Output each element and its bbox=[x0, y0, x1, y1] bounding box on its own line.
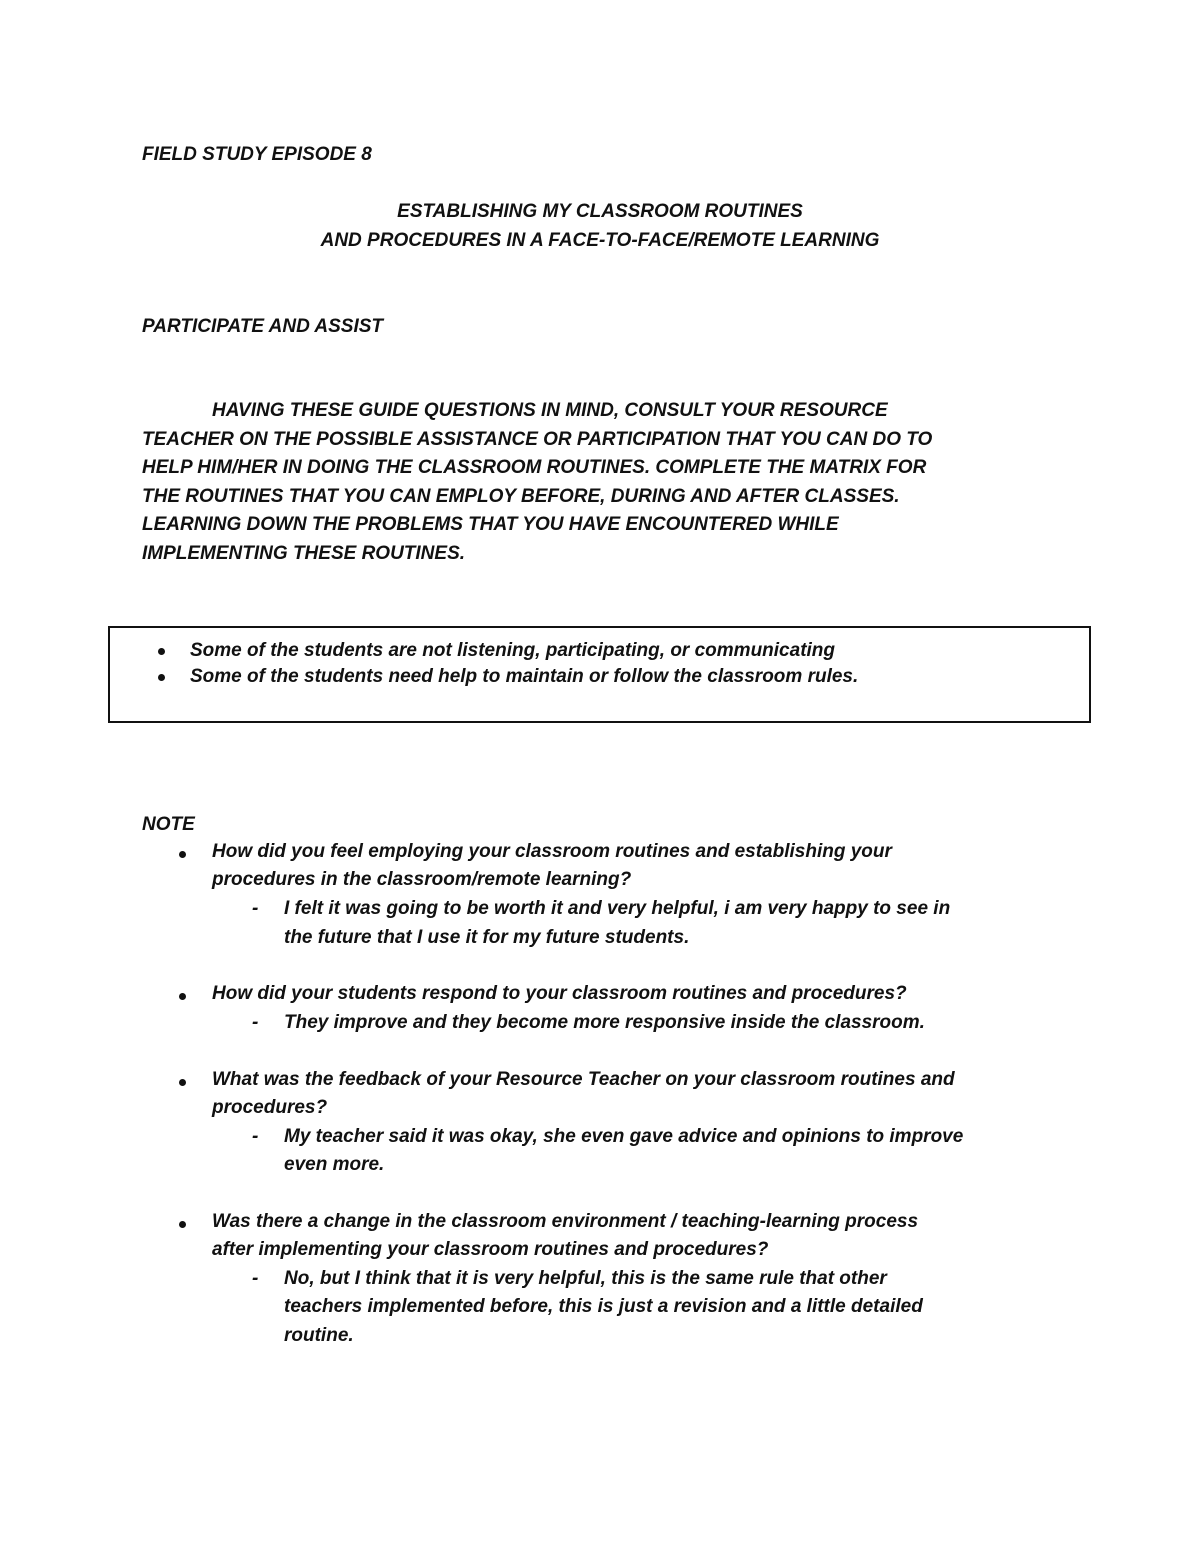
answer-line: the future that I use it for my future students. bbox=[284, 927, 690, 948]
question-line: after implementing your classroom routines and procedures? bbox=[212, 1239, 769, 1260]
answer-line: No, but I think that it is very helpful, this is the same rule that other bbox=[284, 1268, 887, 1289]
question-line: What was the feedback of your Resource Teacher on your classroom routines and bbox=[212, 1069, 955, 1090]
answer-dash: - bbox=[252, 1012, 259, 1033]
instruction-line: LEARNING DOWN THE PROBLEMS THAT YOU HAVE ENCOUNTERED WHILE bbox=[142, 514, 839, 535]
question-line: Was there a change in the classroom environment / teaching-learning process bbox=[212, 1211, 919, 1232]
answer-dash: - bbox=[252, 898, 259, 919]
document-title bbox=[0, 198, 1200, 255]
problems-box bbox=[108, 626, 1091, 723]
answer-line: routine. bbox=[284, 1325, 354, 1346]
answer-dash: - bbox=[252, 1126, 259, 1147]
question-line: procedures in the classroom/remote learning? bbox=[212, 869, 632, 890]
bullet-icon bbox=[179, 1079, 186, 1086]
title-line-1: ESTABLISHING MY CLASSROOM ROUTINES bbox=[397, 201, 803, 222]
answer-line: even more. bbox=[284, 1154, 385, 1175]
question-line: How did you feel employing your classroom routines and establishing your bbox=[212, 841, 892, 862]
bullet-icon bbox=[158, 648, 165, 655]
bullet-icon bbox=[179, 851, 186, 858]
instructions-paragraph bbox=[142, 397, 1062, 568]
answer-line: teachers implemented before, this is just a revision and a little detailed bbox=[284, 1296, 923, 1317]
bullet-icon bbox=[179, 1221, 186, 1228]
note-label: NOTE bbox=[142, 814, 195, 835]
answer-line: I felt it was going to be worth it and very helpful, i am very happy to see in bbox=[284, 898, 951, 919]
instruction-line: THE ROUTINES THAT YOU CAN EMPLOY BEFORE, DURING AND AFTER CLASSES. bbox=[142, 485, 900, 507]
answer-line: They improve and they become more responsive inside the classroom. bbox=[284, 1012, 925, 1033]
question-line: procedures? bbox=[212, 1097, 328, 1118]
instruction-line: HELP HIM/HER IN DOING THE CLASSROOM ROUTINES. COMPLETE THE MATRIX FOR bbox=[142, 457, 927, 478]
instruction-line: HAVING THESE GUIDE QUESTIONS IN MIND, CONSULT YOUR RESOURCE bbox=[212, 400, 888, 421]
problem-item: Some of the students need help to maintain or follow the classroom rules. bbox=[190, 666, 859, 687]
problem-item: Some of the students are not listening, participating, or communicating bbox=[190, 640, 836, 661]
instruction-line: TEACHER ON THE POSSIBLE ASSISTANCE OR PARTICIPATION THAT YOU CAN DO TO bbox=[142, 428, 933, 450]
title-line-2: AND PROCEDURES IN A FACE-TO-FACE/REMOTE LEARNING bbox=[320, 229, 880, 251]
section-heading: PARTICIPATE AND ASSIST bbox=[142, 316, 384, 337]
bullet-icon bbox=[179, 993, 186, 1000]
answer-line: My teacher said it was okay, she even gave advice and opinions to improve bbox=[284, 1126, 964, 1147]
answer-dash: - bbox=[252, 1268, 259, 1289]
question-line: How did your students respond to your classroom routines and procedures? bbox=[212, 983, 907, 1004]
bullet-icon bbox=[158, 674, 165, 681]
instruction-line: IMPLEMENTING THESE ROUTINES. bbox=[142, 542, 466, 564]
episode-header: FIELD STUDY EPISODE 8 bbox=[142, 144, 372, 165]
